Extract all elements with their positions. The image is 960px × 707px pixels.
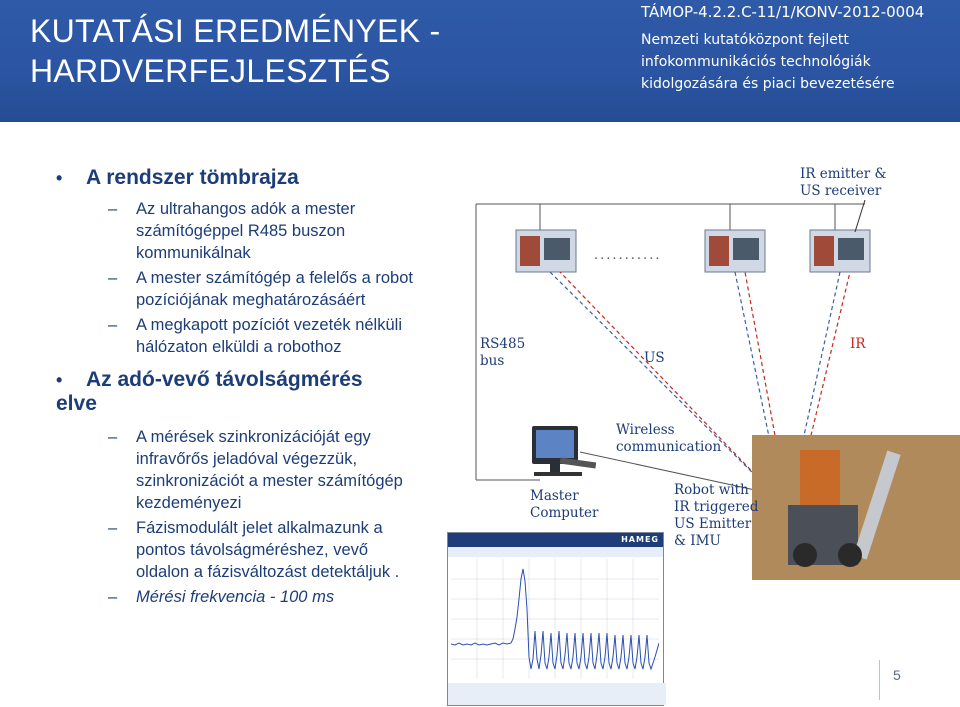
rs485-bus-label-line2: bus [480,353,505,369]
project-subtitle-line1: Nemzeti kutatóközpont fejlett [641,32,849,48]
ellipsis-dots: ........... [594,248,662,263]
page-number: 5 [893,667,901,683]
sub-bullet [56,586,451,608]
sub-bullet-line: kommunikálnak [136,244,251,262]
section-2-title-line2: elve [56,392,97,415]
robot-label [674,482,758,550]
sub-bullet [56,314,451,358]
sensor-unit-1 [516,230,576,272]
bullet-dot-icon: • [56,168,63,188]
bullet-dot-icon: • [56,370,63,390]
sub-bullet-line: szinkronizációt a mester számítógép [136,472,403,490]
sub-bullet-line: Az ultrahangos adók a mester [136,200,356,218]
section-1-title: A rendszer tömbrajza [86,166,299,189]
oscilloscope-info-bar [448,547,663,557]
dash-icon: – [108,519,118,537]
sub-bullet-line: A mester számítógép a felelős a robot [136,269,413,287]
header-banner [0,0,960,122]
slide-content [56,166,451,611]
wireless-label-line1: Wireless [616,422,675,438]
rs485-bus-label-line1: RS485 [480,336,526,352]
sub-bullet-line: A megkapott pozíciót vezeték nélküli [136,316,402,334]
sub-bullet-line: Mérési frekvencia - 100 ms [136,588,335,606]
ir-emitter-label-line1: IR emitter & [800,166,887,182]
bullet-section-2 [56,368,451,416]
ir-emitter-label [800,166,887,200]
sub-bullet [56,517,451,583]
sub-bullet [56,426,451,514]
master-computer-icon [532,426,596,476]
slide-title-line2: HARDVERFEJLESZTÉS [30,53,391,89]
oscilloscope-brand: HAMEG [621,535,659,544]
master-computer-label-line2: Computer [530,505,599,521]
sensor-unit-2 [705,230,765,272]
sub-bullet-line: kezdeményezi [136,494,242,512]
robot-photo [752,435,960,580]
bullet-section-1 [56,166,451,190]
dash-icon: – [108,269,118,287]
sub-bullet [56,267,451,311]
oscilloscope-status-bar [448,683,666,705]
dash-icon: – [108,200,118,218]
dash-icon: – [108,316,118,334]
project-code: TÁMOP-4.2.2.C-11/1/KONV-2012-0004 [641,3,925,21]
robot-label-line4: & IMU [674,533,721,549]
project-subtitle-line3: kidolgozására és piaci bevezetésére [641,76,895,92]
robot-label-line2: IR triggered [674,499,759,515]
master-computer-label [530,488,598,522]
project-subtitle-line2: infokommunikációs technológiák [641,54,871,70]
sub-bullet-line: számítógéppel R485 buszon [136,222,346,240]
robot-label-line3: US Emitter [674,516,752,532]
ir-label: IR [850,336,866,352]
dash-icon: – [108,428,118,446]
section-2-title-line1: Az adó-vevő távolságmérés [86,368,363,391]
wireless-label-line2: communication [616,439,722,455]
robot-label-line1: Robot with [674,482,749,498]
sub-bullet-line: infravőrős jeladóval végezzük, [136,450,358,468]
page-number-divider [879,660,880,700]
sub-bullet-line: A mérések szinkronizációját egy [136,428,371,446]
ir-emitter-label-line2: US receiver [800,183,882,199]
oscilloscope-screenshot [447,532,664,706]
sensor-unit-3 [810,230,870,272]
slide-title [30,11,441,91]
sub-bullet-line: oldalon a fázisváltozást detektáljuk . [136,563,400,581]
oscilloscope-waveform [451,559,659,679]
sub-bullet [56,198,451,264]
master-computer-label-line1: Master [530,488,579,504]
sub-bullet-line: Fázismodulált jelet alkalmazunk a [136,519,383,537]
sub-bullet-line: pozíciójának meghatározásáért [136,291,366,309]
sub-bullet-line: pontos távolságméréshez, vevő [136,541,369,559]
us-label: US [644,350,665,366]
system-block-diagram [470,160,960,580]
project-subtitle [641,29,895,95]
dash-icon: – [108,588,118,606]
wireless-label [616,422,721,456]
slide-title-line1: KUTATÁSI EREDMÉNYEK - [30,13,441,49]
sub-bullet-line: hálózaton elküldi a robothoz [136,338,342,356]
rs485-bus-label [480,336,525,370]
